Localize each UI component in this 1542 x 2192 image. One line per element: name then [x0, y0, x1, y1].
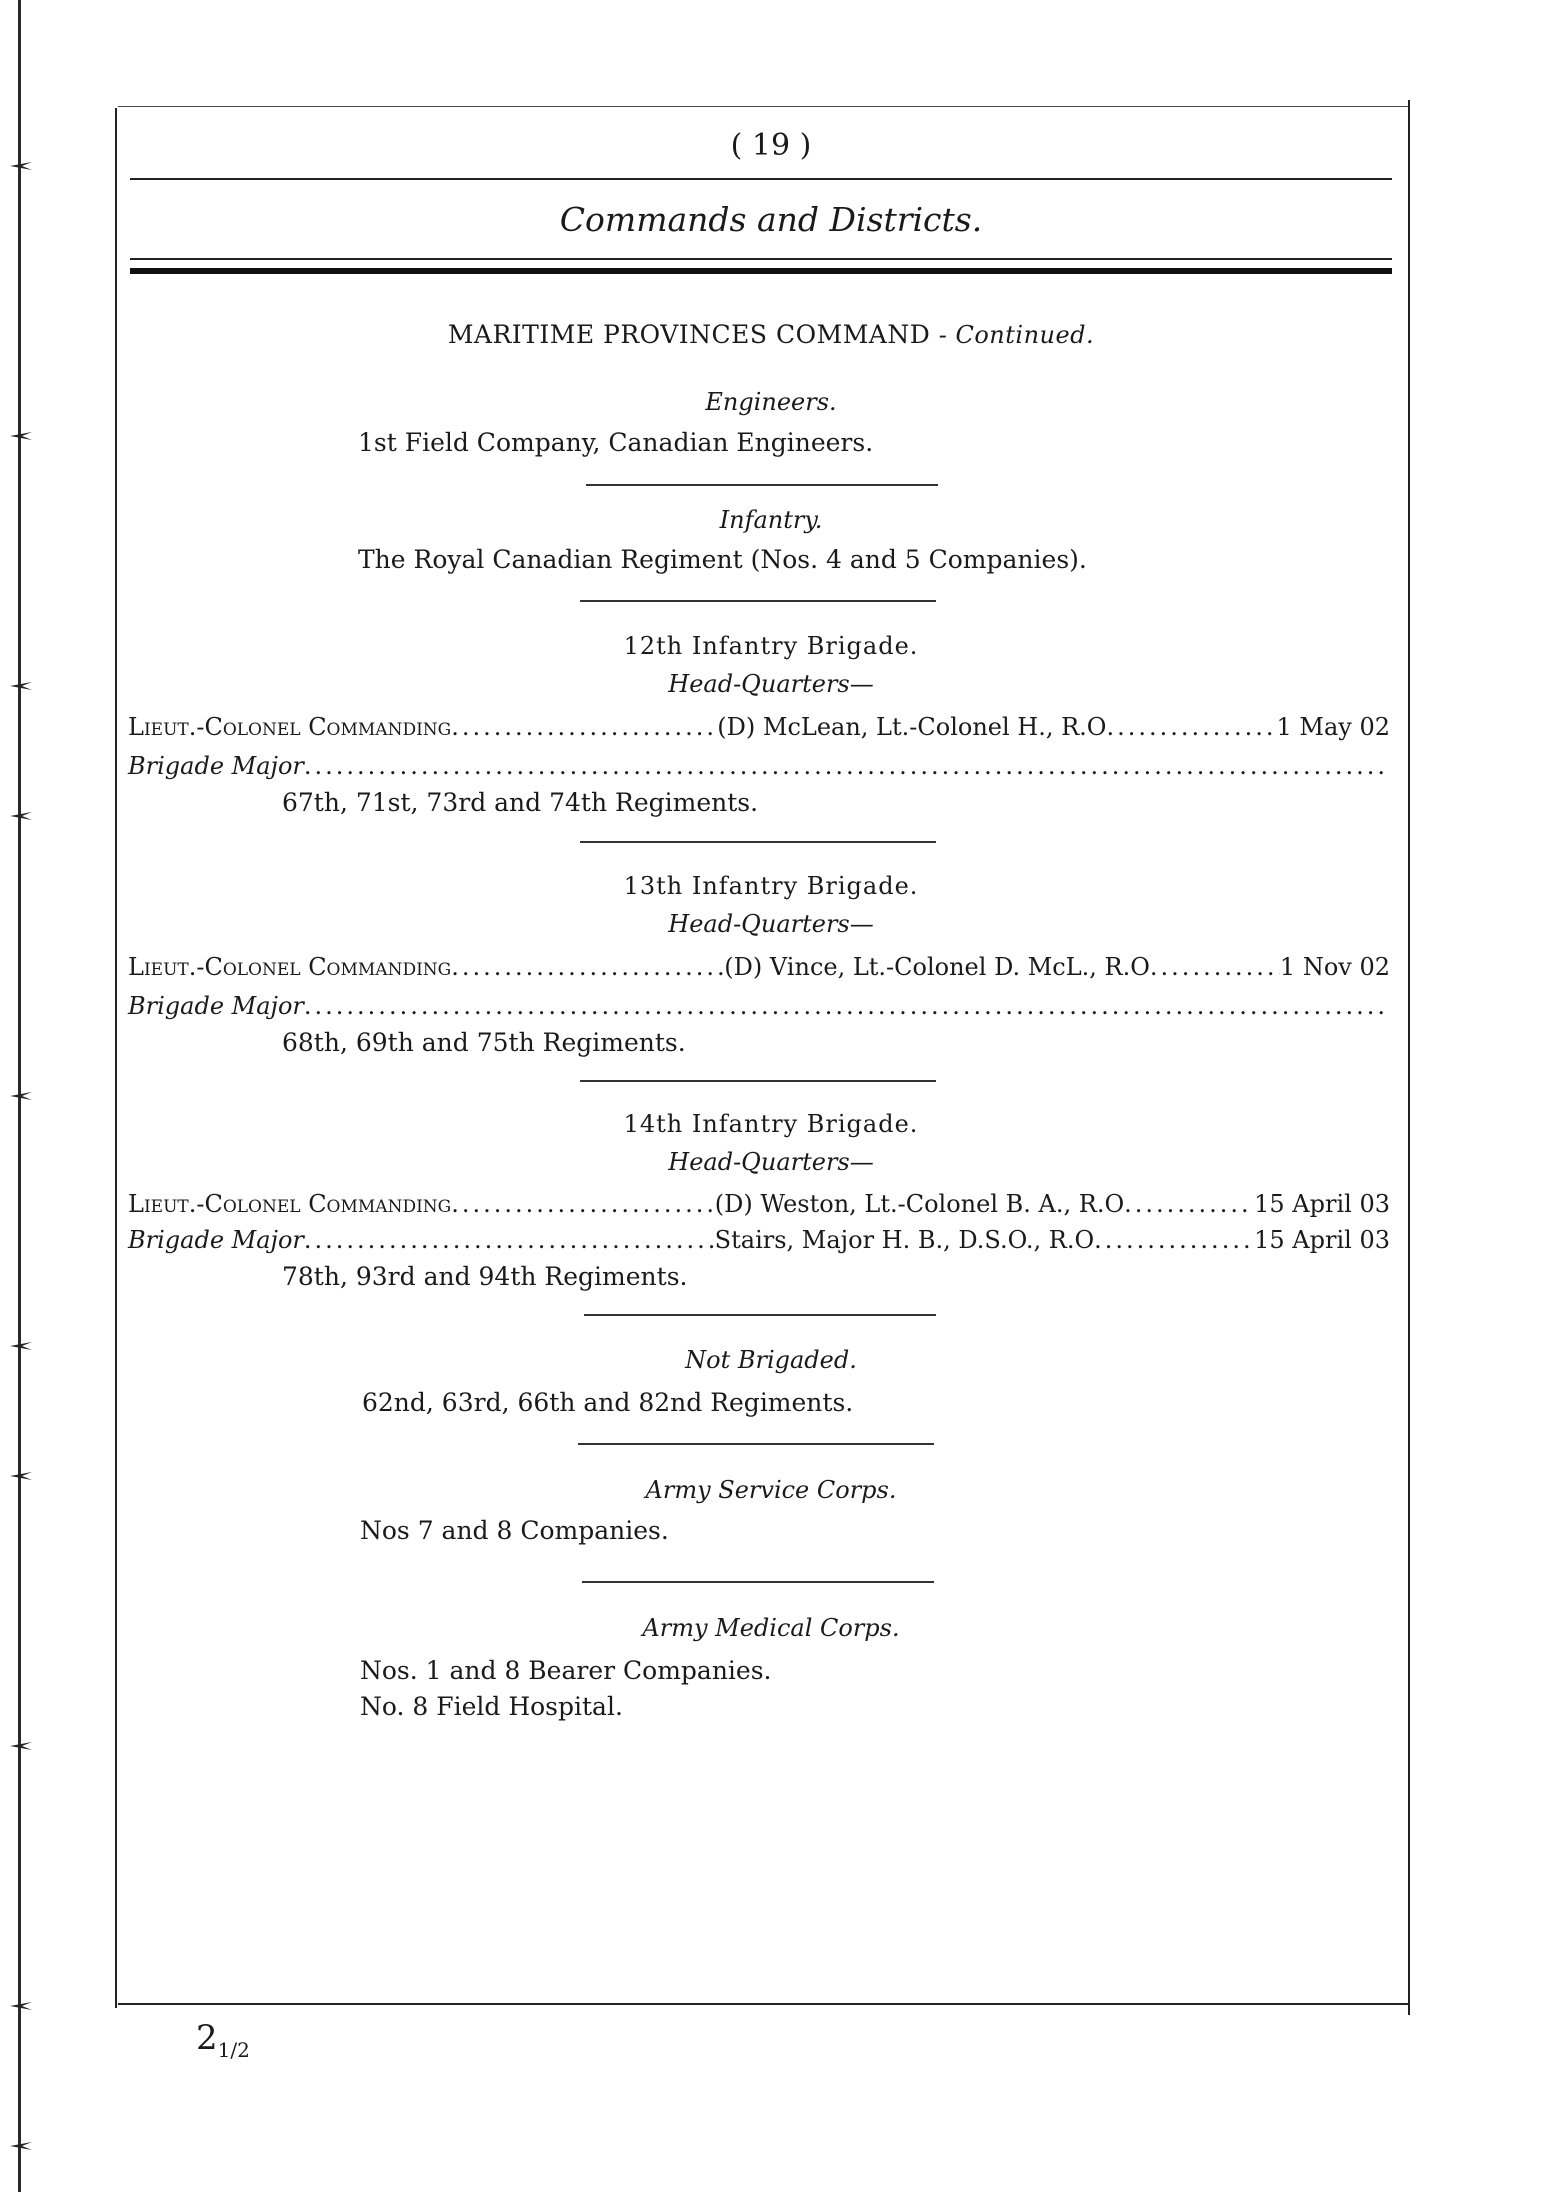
- brigade-14-hq: Head-Quarters—: [668, 1148, 874, 1176]
- binding-stitch-mark: [8, 2140, 34, 2152]
- binding-stitch-mark: [8, 1090, 34, 1102]
- officer-name: (D) Vince, Lt.-Colonel D. McL., R.O: [724, 953, 1150, 981]
- role-label: Brigade Major: [128, 1226, 304, 1254]
- brigade-12-commander-row: [128, 713, 1390, 741]
- role-label: Lieut.-Colonel Commanding: [128, 713, 452, 741]
- brigade-13-commander-row: [128, 953, 1390, 981]
- section-divider: [584, 1314, 936, 1316]
- asc-heading: Army Service Corps.: [645, 1476, 897, 1504]
- leader-dots: [1106, 713, 1276, 741]
- officer-name: (D) McLean, Lt.-Colonel H., R.O: [717, 713, 1107, 741]
- binding-stitch-mark: [8, 680, 34, 692]
- brigade-14-regiments: 78th, 93rd and 94th Regiments.: [282, 1262, 688, 1291]
- officer-name: Stairs, Major H. B., D.S.O., R.O: [714, 1226, 1095, 1254]
- signature-whole: 2: [196, 2018, 218, 2058]
- binding-stitch-mark: [8, 2000, 34, 2012]
- not-brigaded-heading: Not Brigaded.: [685, 1346, 857, 1374]
- brigade-13-major-row: [128, 992, 1390, 1020]
- appointment-date: 15 April 03: [1254, 1190, 1390, 1218]
- brigade-13-hq: Head-Quarters—: [668, 910, 874, 938]
- leader-dots: [1124, 1190, 1254, 1218]
- leader-dots: [451, 713, 717, 741]
- amc-unit: Nos. 1 and 8 Bearer Companies.: [360, 1656, 772, 1685]
- section-divider: [582, 1581, 934, 1583]
- role-label: Lieut.-Colonel Commanding: [128, 1190, 452, 1218]
- officer-name: (D) Weston, Lt.-Colonel B. A., R.O: [714, 1190, 1125, 1218]
- leader-dots: [304, 992, 1390, 1020]
- engineers-unit: 1st Field Company, Canadian Engineers.: [358, 428, 874, 457]
- brigade-12-title: 12th Infantry Brigade.: [623, 632, 919, 660]
- role-label: Lieut.-Colonel Commanding: [128, 953, 452, 981]
- frame-bottom-line: [118, 2003, 1408, 2005]
- engineers-heading: Engineers.: [705, 388, 837, 416]
- leader-dots: [1094, 1226, 1254, 1254]
- section-divider: [578, 1443, 934, 1445]
- binding-stitch-mark: [8, 430, 34, 442]
- page-number: ( 19 ): [730, 128, 812, 163]
- brigade-12-major-row: [128, 752, 1390, 780]
- appointment-date: 1 Nov 02: [1279, 953, 1390, 981]
- brigade-13-title: 13th Infantry Brigade.: [623, 872, 919, 900]
- brigade-12-hq: Head-Quarters—: [668, 670, 874, 698]
- binding-stitch-mark: [8, 1340, 34, 1352]
- command-title: MARITIME PROVINCES COMMAND: [447, 320, 931, 349]
- header-rule: [130, 178, 1392, 180]
- binding-stitch-mark: [8, 160, 34, 172]
- leader-dots: [451, 1190, 715, 1218]
- appointment-date: 15 April 03: [1254, 1226, 1390, 1254]
- section-divider: [580, 1080, 936, 1082]
- command-suffix: - Continued.: [938, 321, 1095, 349]
- asc-unit: Nos 7 and 8 Companies.: [360, 1516, 669, 1545]
- appointment-date: 1 May 02: [1276, 713, 1390, 741]
- leader-dots: [304, 1226, 715, 1254]
- leader-dots: [304, 752, 1390, 780]
- leader-dots: [1150, 953, 1280, 981]
- brigade-14-major-row: [128, 1226, 1390, 1254]
- section-divider: [580, 841, 936, 843]
- signature-mark: [196, 2018, 250, 2062]
- brigade-13-regiments: 68th, 69th and 75th Regiments.: [282, 1028, 686, 1057]
- role-label: Brigade Major: [128, 752, 304, 780]
- header-thick-rule: [130, 268, 1392, 274]
- section-divider: [586, 484, 938, 486]
- amc-heading: Army Medical Corps.: [642, 1614, 900, 1642]
- header-rule-lower: [130, 258, 1392, 260]
- infantry-heading: Infantry.: [719, 506, 823, 534]
- infantry-unit: The Royal Canadian Regiment (Nos. 4 and 5 Companies).: [358, 545, 1087, 574]
- binding-stitch-mark: [8, 810, 34, 822]
- running-head: Commands and Districts.: [559, 200, 983, 239]
- role-label: Brigade Major: [128, 992, 304, 1020]
- leader-dots: [451, 953, 724, 981]
- brigade-14-title: 14th Infantry Brigade.: [623, 1110, 919, 1138]
- command-heading: [0, 320, 1542, 349]
- binding-stitch-mark: [8, 1470, 34, 1482]
- amc-unit: No. 8 Field Hospital.: [360, 1692, 623, 1721]
- brigade-14-commander-row: [128, 1190, 1390, 1218]
- signature-fraction: 1/2: [217, 2037, 250, 2062]
- binding-stitch-mark: [8, 1740, 34, 1752]
- brigade-12-regiments: 67th, 71st, 73rd and 74th Regiments.: [282, 788, 759, 817]
- not-brigaded-unit: 62nd, 63rd, 66th and 82nd Regiments.: [362, 1388, 854, 1417]
- section-divider: [580, 600, 936, 602]
- frame-top-line: [118, 106, 1408, 107]
